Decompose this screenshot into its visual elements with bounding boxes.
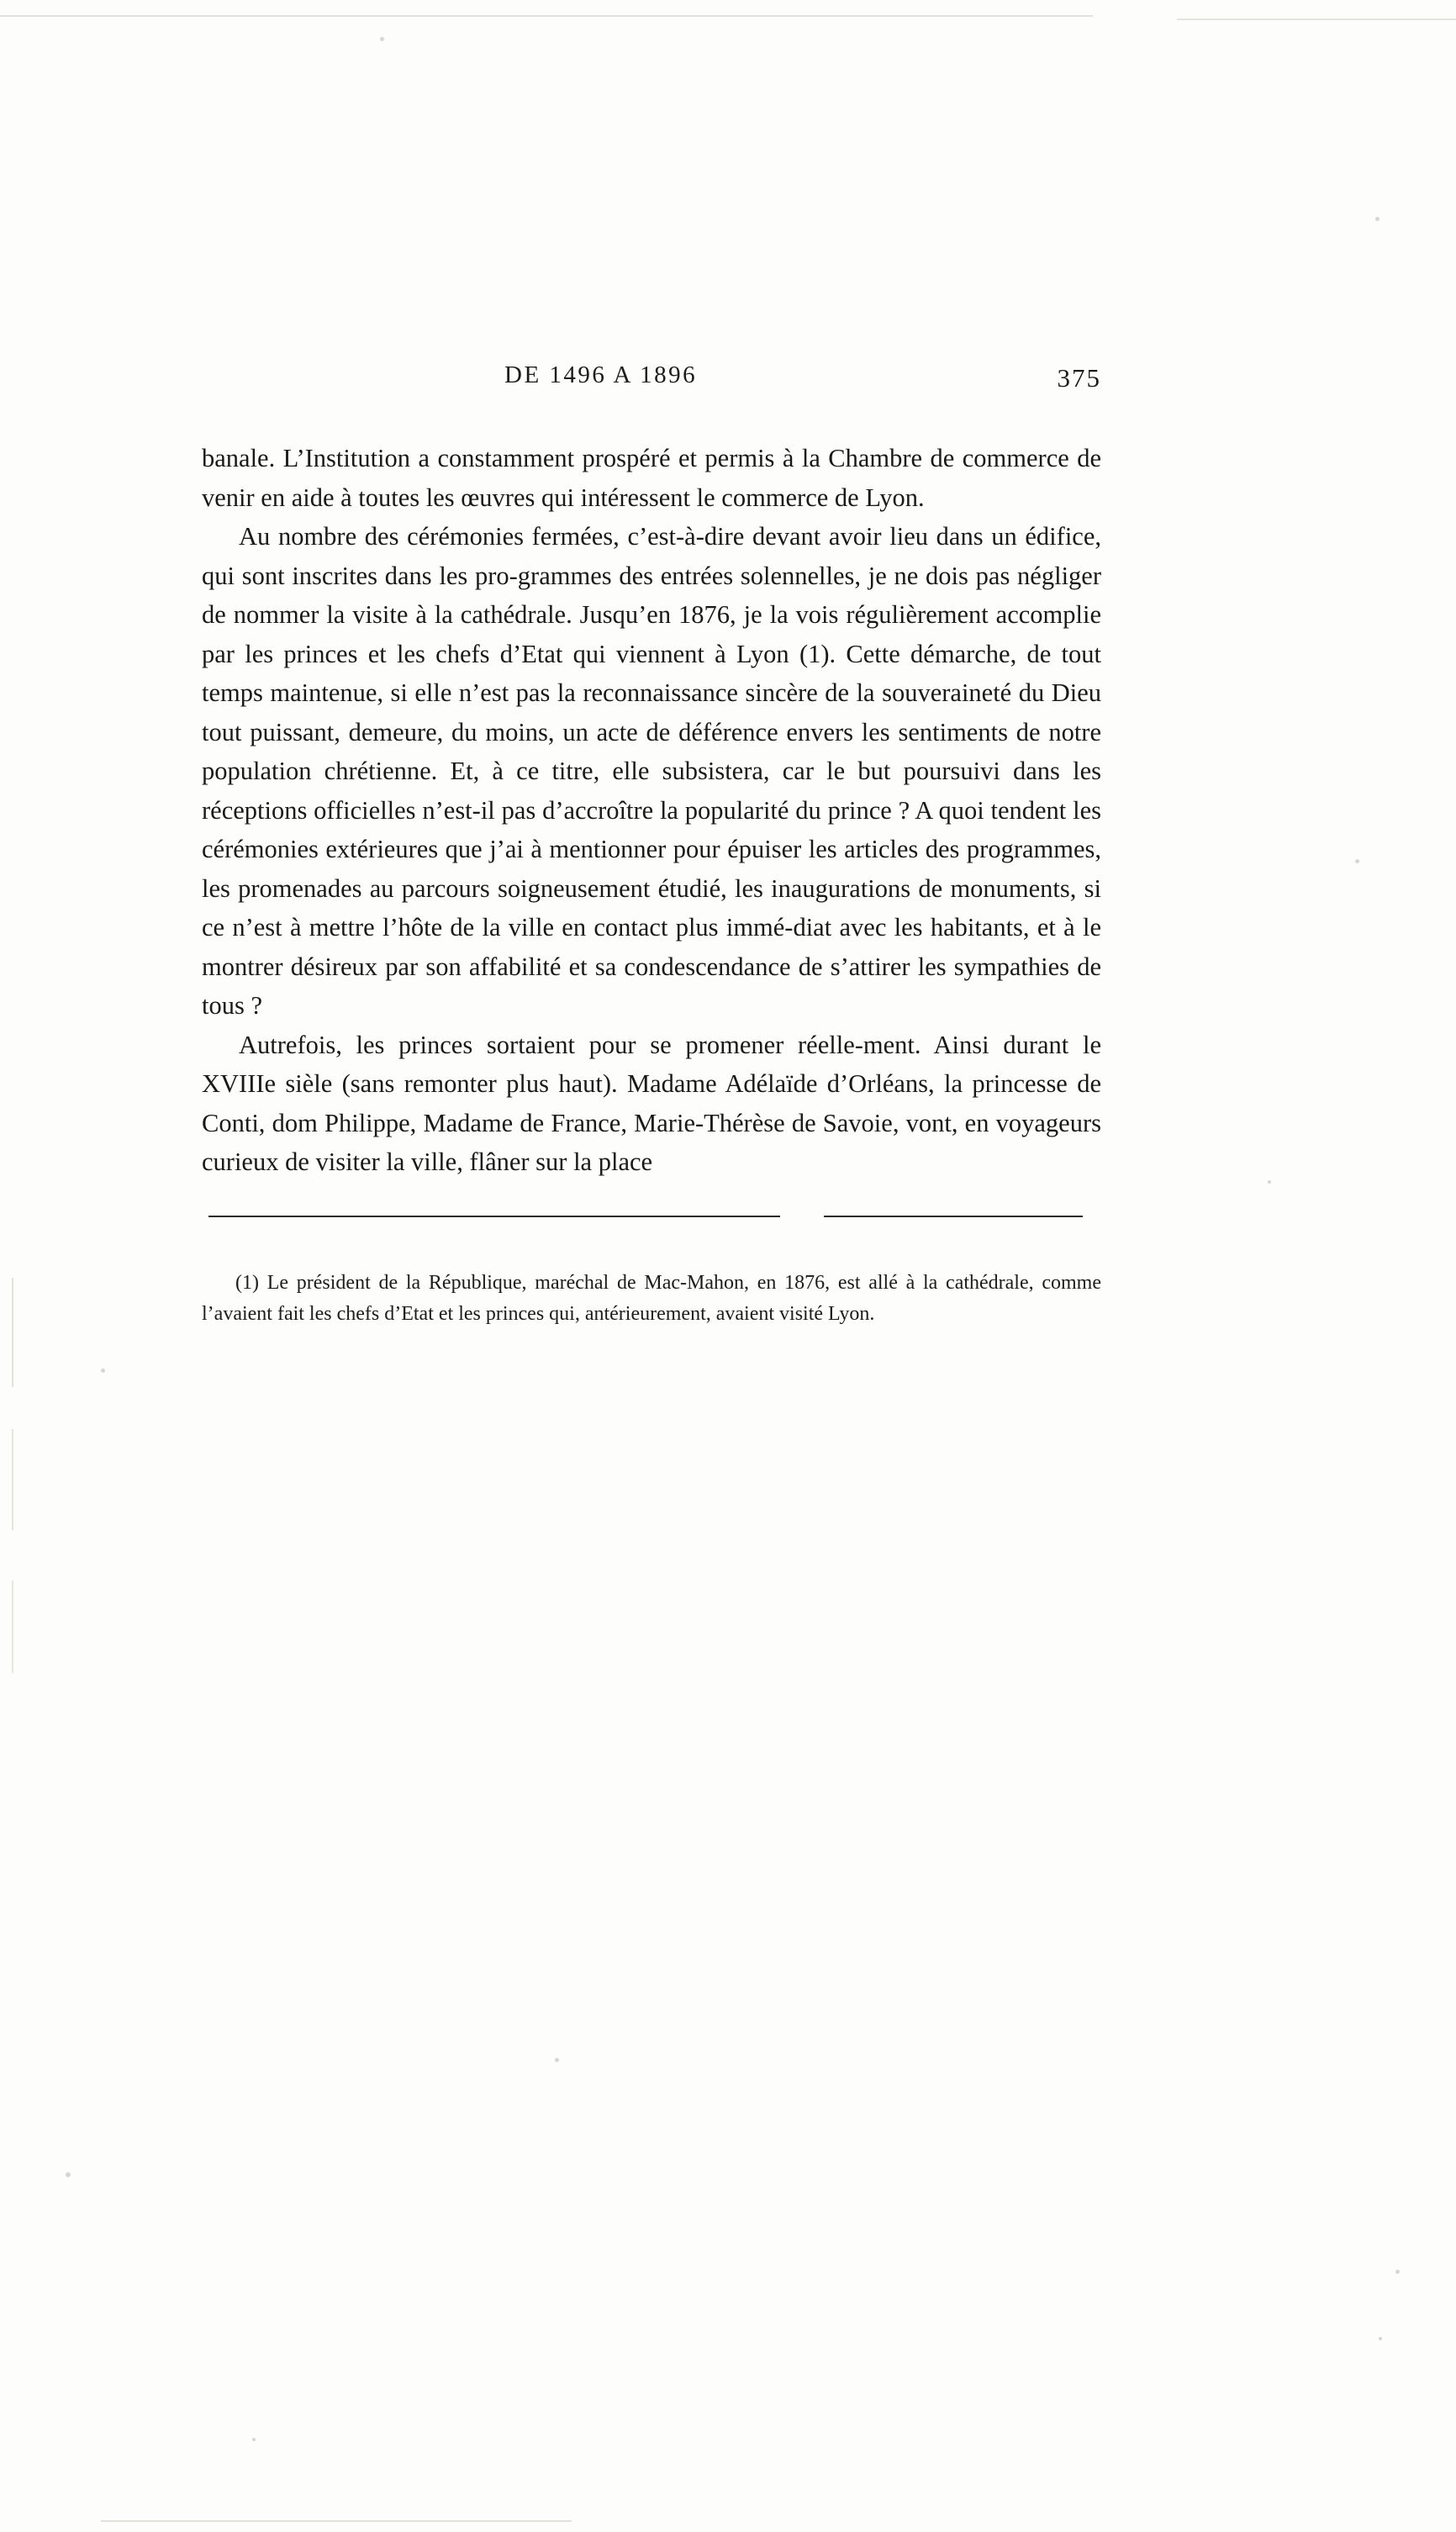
scan-speck <box>101 1369 105 1373</box>
footnote-text: (1) Le président de la République, maréchal de Mac-Mahon, en 1876, est allé à la cathédrale, comme l’avaient fait les chefs d’Etat et les princes qui, antérieurement, avaient visité Lyon. <box>202 1271 1101 1325</box>
footnote-rule-right <box>824 1216 1083 1217</box>
scan-speck <box>1379 2337 1382 2340</box>
running-head: DE 1496 A 1896 <box>504 361 698 388</box>
scan-edge-artifact-left-2 <box>12 1429 13 1530</box>
footnote <box>202 1268 1101 1330</box>
scan-speck <box>380 37 384 41</box>
page-number: 375 <box>1057 363 1101 393</box>
paragraph: Au nombre des cérémonies fermées, c’est-à-dire devant avoir lieu dans un édifice, qui sont inscrites dans les pro-grammes des entrées solennelles, je ne dois pas négliger de nommer la visite à la cathédrale. Jusqu’en 1876, je la vois régulièrement accomplie par les princes et les chefs d’Etat qui viennent à Lyon (1). Cette démarche, de tout temps maintenue, si elle n’est pas la reconnaissance sincère de la souveraineté du Dieu tout puissant, demeure, du moins, un acte de déférence envers les sentiments de notre population chrétienne. Et, à ce titre, elle subsistera, car le but poursuivi dans les réceptions officielles n’est-il pas d’accroître la popularité du prince ? A quoi tendent les cérémonies extérieures que j’ai à mentionner pour épuiser les articles des programmes, les promenades au parcours soigneusement étudié, les inaugurations de monuments, si ce n’est à mettre l’hôte de la ville en contact plus immé-diat avec les habitants, et à le montrer désireux par son affabilité et sa condescendance de s’attirer les sympathies de tous ? <box>202 522 1101 1020</box>
page-header <box>202 361 1101 420</box>
paragraph: banale. L’Institution a constamment prospéré et permis à la Chambre de commerce de venir en aide à toutes les œuvres qui intéressent le commerce de Lyon. <box>202 444 1101 512</box>
scan-speck <box>252 2438 256 2441</box>
scan-speck <box>66 2172 71 2177</box>
scan-edge-artifact-top <box>0 15 1093 17</box>
scan-edge-artifact-top-right <box>1177 18 1456 20</box>
scan-speck <box>555 2058 559 2062</box>
scan-edge-artifact-left-3 <box>12 1580 13 1673</box>
scan-speck <box>1375 217 1380 221</box>
footnote-rule-left <box>208 1216 780 1217</box>
scan-speck <box>1395 2270 1400 2274</box>
scan-speck <box>1268 1180 1271 1184</box>
paragraph: Autrefois, les princes sortaient pour se promener réelle-ment. Ainsi durant le XVIIIe sièle (sans remonter plus haut). Madame Adélaïde d’Orléans, la princesse de Conti, dom Philippe, Madame de France, Marie-Thérèse de Savoie, vont, en voyageurs curieux de visiter la ville, flâner sur la place <box>202 1030 1101 1176</box>
body-text <box>202 439 1101 1182</box>
page-content <box>202 361 1101 1330</box>
scan-edge-artifact-bottom <box>101 2520 572 2522</box>
scan-speck <box>1355 859 1359 863</box>
scan-edge-artifact-left-1 <box>12 1278 13 1387</box>
footnote-separator <box>202 1216 1101 1232</box>
